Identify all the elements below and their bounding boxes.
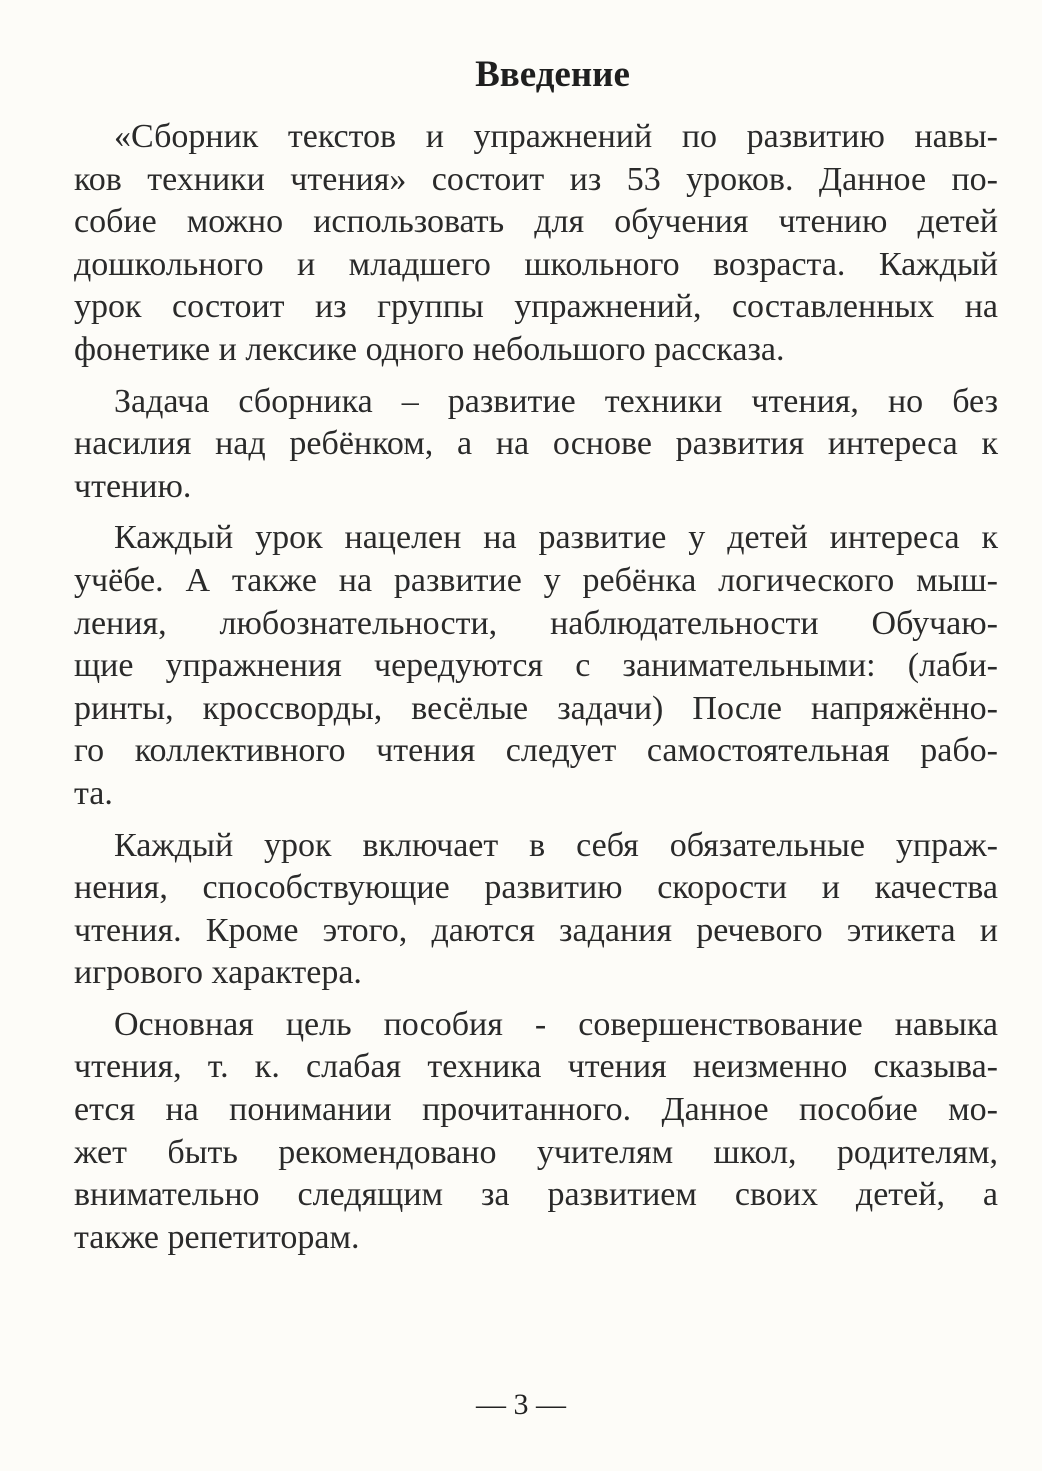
paragraph-4	[74, 825, 998, 995]
text-line: чтения. Кроме этого, даются задания речевого этикета и	[74, 911, 998, 949]
text-line: чтению.	[74, 467, 192, 505]
text-line: собие можно использовать для обучения чтению детей	[74, 203, 998, 241]
text-line: жет быть рекомендовано учителям школ, родителям,	[74, 1133, 998, 1171]
paragraph-5	[74, 1004, 998, 1260]
text-line: Основная цель пособия - совершенствование навыка	[114, 1005, 998, 1043]
page-title: Введение	[475, 54, 630, 95]
text-line: щие упражнения чередуются с занимательными: (лаби-	[74, 647, 998, 685]
body-text	[74, 116, 998, 1268]
text-line: фонетике и лексике одного небольшого рассказа.	[74, 330, 785, 368]
paragraph-1	[74, 116, 998, 372]
text-line: дошкольного и младшего школьного возраста. Каждый	[74, 245, 998, 283]
text-line: ков техники чтения» состоит из 53 уроков. Данное по-	[74, 160, 998, 198]
text-line: Задача сборника – развитие техники чтения, но без	[114, 382, 998, 420]
page-number: — 3 —	[476, 1388, 566, 1421]
text-line: нения, способствующие развитию скорости и качества	[74, 869, 998, 907]
text-line: «Сборник текстов и упражнений по развитию навы-	[114, 118, 998, 155]
text-line: Каждый урок включает в себя обязательные упраж-	[114, 826, 998, 864]
text-line: чтения, т. к. слабая техника чтения неизменно сказыва-	[74, 1048, 998, 1086]
text-line: урок состоит из группы упражнений, составленных на	[74, 288, 998, 326]
text-line: внимательно следящим за развитием своих детей, а	[74, 1176, 998, 1214]
text-line: ется на понимании прочитанного. Данное пособие мо-	[74, 1091, 998, 1129]
text-line: ринты, кроссворды, весёлые задачи) После напряжённо-	[74, 689, 998, 727]
text-line: игрового характера.	[74, 954, 362, 992]
text-line: также репетиторам.	[74, 1218, 360, 1256]
text-line: Каждый урок нацелен на развитие у детей интереса к	[114, 519, 998, 557]
text-line: ления, любознательности, наблюдательности Обучаю-	[74, 604, 998, 642]
paragraph-2	[74, 381, 998, 509]
text-line: го коллективного чтения следует самостоятельная рабо-	[74, 732, 998, 770]
text-line: учёбе. А также на развитие у ребёнка логического мыш-	[74, 561, 998, 599]
paragraph-3	[74, 517, 998, 815]
text-line: та.	[74, 774, 113, 812]
text-line: насилия над ребёнком, а на основе развития интереса к	[74, 425, 998, 463]
